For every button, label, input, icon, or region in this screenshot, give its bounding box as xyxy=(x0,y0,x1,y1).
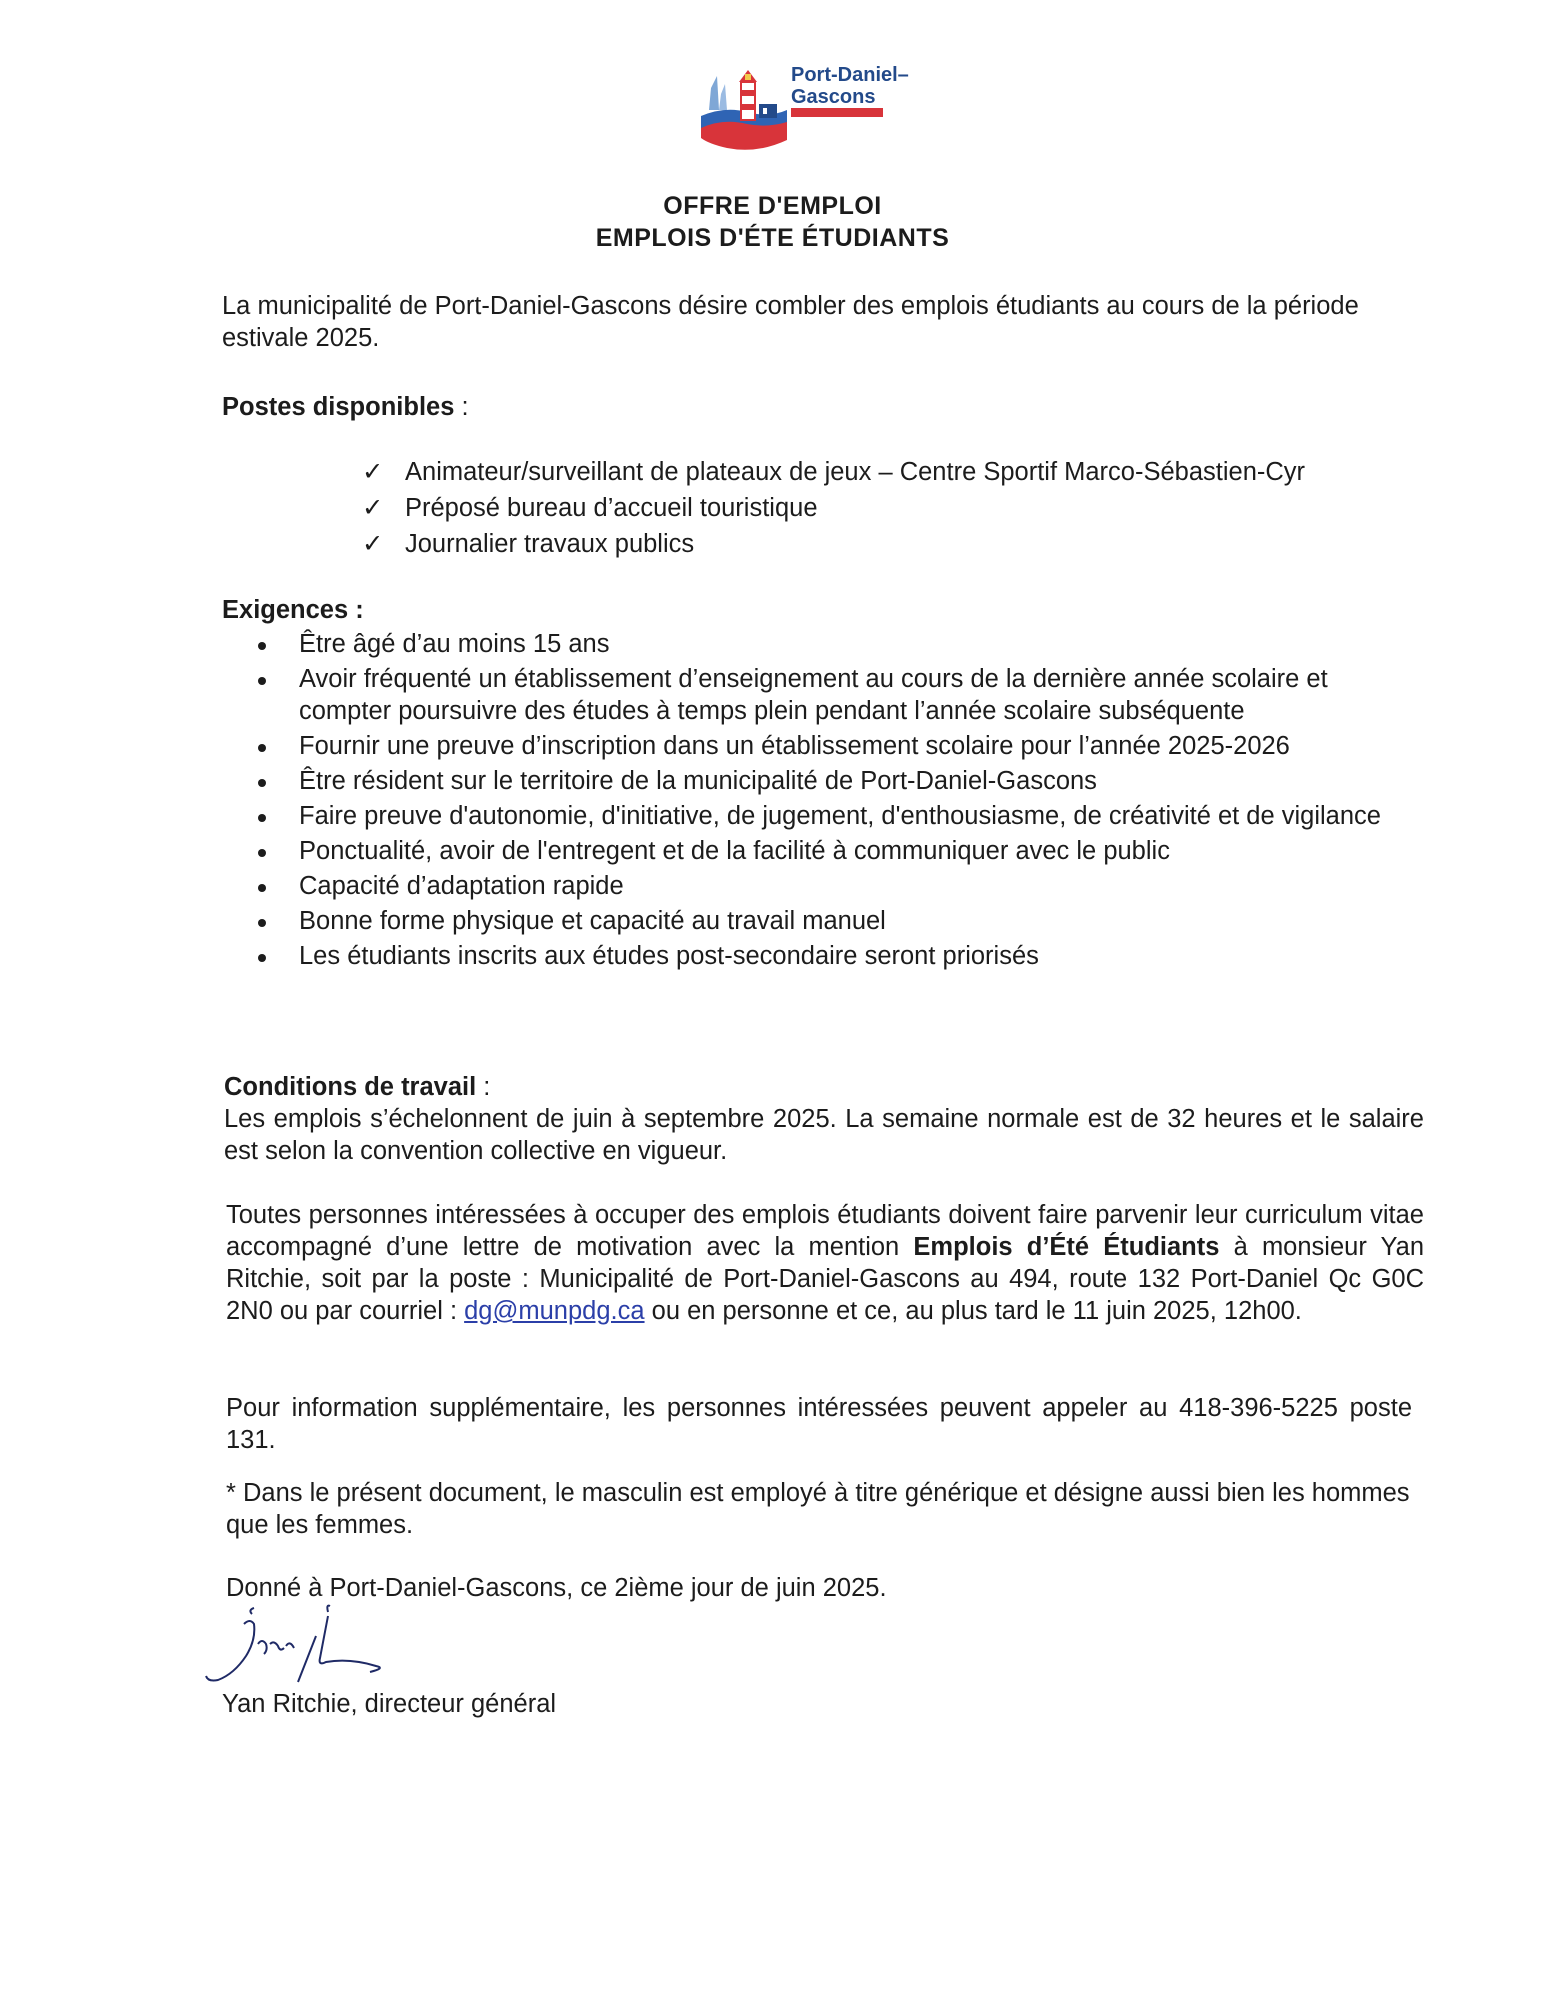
signatory-name: Yan Ritchie, directeur général xyxy=(222,1690,557,1718)
lighthouse-icon xyxy=(697,58,789,150)
date-place: Donné à Port-Daniel-Gascons, ce 2ième jour de juin 2025. xyxy=(226,1574,887,1602)
document-title: OFFRE D'EMPLOI xyxy=(663,192,882,220)
list-item: Être résident sur le territoire de la municipalité de Port-Daniel-Gascons xyxy=(258,765,1398,797)
list-item: Les étudiants inscrits aux études post-secondaire seront priorisés xyxy=(258,940,1398,972)
list-item: Faire preuve d'autonomie, d'initiative, de jugement, d'enthousiasme, de créativité et de vigilance xyxy=(258,800,1398,832)
list-item: ✓ Journalier travaux publics xyxy=(362,526,1305,562)
bullet-icon xyxy=(258,744,266,752)
list-item: Bonne forme physique et capacité au travail manuel xyxy=(258,905,1398,937)
bullet-icon xyxy=(258,779,266,787)
postes-heading: Postes disponibles : xyxy=(222,393,469,421)
logo-tagline-band xyxy=(791,108,883,117)
list-item: ✓ Préposé bureau d’accueil touristique xyxy=(362,490,1305,526)
list-item: Avoir fréquenté un établissement d’enseignement au cours de la dernière année scolaire et compter poursuivre des études à temps plein pendant l’année scolaire subséquente xyxy=(258,663,1398,727)
exigences-list xyxy=(258,628,1398,975)
conditions-paragraph: Les emplois s’échelonnent de juin à septembre 2025. La semaine normale est de 32 heures et le salaire est selon la convention collective en vigueur. xyxy=(224,1105,1424,1165)
municipality-logo xyxy=(697,58,927,150)
info-paragraph: Pour information supplémentaire, les personnes intéressées peuvent appeler au 418-396-5225 poste 131. xyxy=(226,1394,1412,1454)
list-item: ✓ Animateur/surveillant de plateaux de jeux – Centre Sportif Marco-Sébastien-Cyr xyxy=(362,454,1305,490)
application-paragraph: Toutes personnes intéressées à occuper des emplois étudiants doivent faire parvenir leur curriculum vitae accompagné d’une lettre de motivation avec la mention Emplois d’Été Étudiants à monsieur Yan Ritchie, soit par la poste : Municipalité de Port-Daniel-Gascons au 494, route 132 Port-Daniel Qc G0C 2N0 ou par courriel : dg@munpdg.ca ou en personne et ce, au plus tard le 11 juin 2025, 12h00. xyxy=(226,1201,1424,1325)
document-subtitle: EMPLOIS D'ÉTE ÉTUDIANTS xyxy=(595,224,950,252)
exigences-heading: Exigences : xyxy=(222,596,364,624)
list-item: Fournir une preuve d’inscription dans un établissement scolaire pour l’année 2025-2026 xyxy=(258,730,1398,762)
gender-note: * Dans le présent document, le masculin est employé à titre générique et désigne aussi bien les hommes que les femmes. xyxy=(226,1479,1410,1539)
bullet-icon xyxy=(258,849,266,857)
bullet-icon xyxy=(258,884,266,892)
list-item: Capacité d’adaptation rapide xyxy=(258,870,1398,902)
list-item: Ponctualité, avoir de l'entregent et de la facilité à communiquer avec le public xyxy=(258,835,1398,867)
list-item: Être âgé d’au moins 15 ans xyxy=(258,628,1398,660)
checkmark-icon: ✓ xyxy=(362,530,384,558)
bullet-icon xyxy=(258,919,266,927)
mention-label: Emplois d’Été Étudiants xyxy=(913,1233,1220,1261)
postes-list xyxy=(362,454,1305,562)
checkmark-icon: ✓ xyxy=(362,458,384,486)
bullet-icon xyxy=(258,814,266,822)
intro-paragraph: La municipalité de Port-Daniel-Gascons désire combler des emplois étudiants au cours de la période estivale 2025. xyxy=(222,292,1359,352)
conditions-heading: Conditions de travail : xyxy=(224,1073,491,1101)
logo-name: Port-Daniel– Gascons xyxy=(791,64,909,108)
bullet-icon xyxy=(258,642,266,650)
checkmark-icon: ✓ xyxy=(362,494,384,522)
bullet-icon xyxy=(258,954,266,962)
email-link[interactable]: dg@munpdg.ca xyxy=(464,1297,645,1325)
bullet-icon xyxy=(258,677,266,685)
